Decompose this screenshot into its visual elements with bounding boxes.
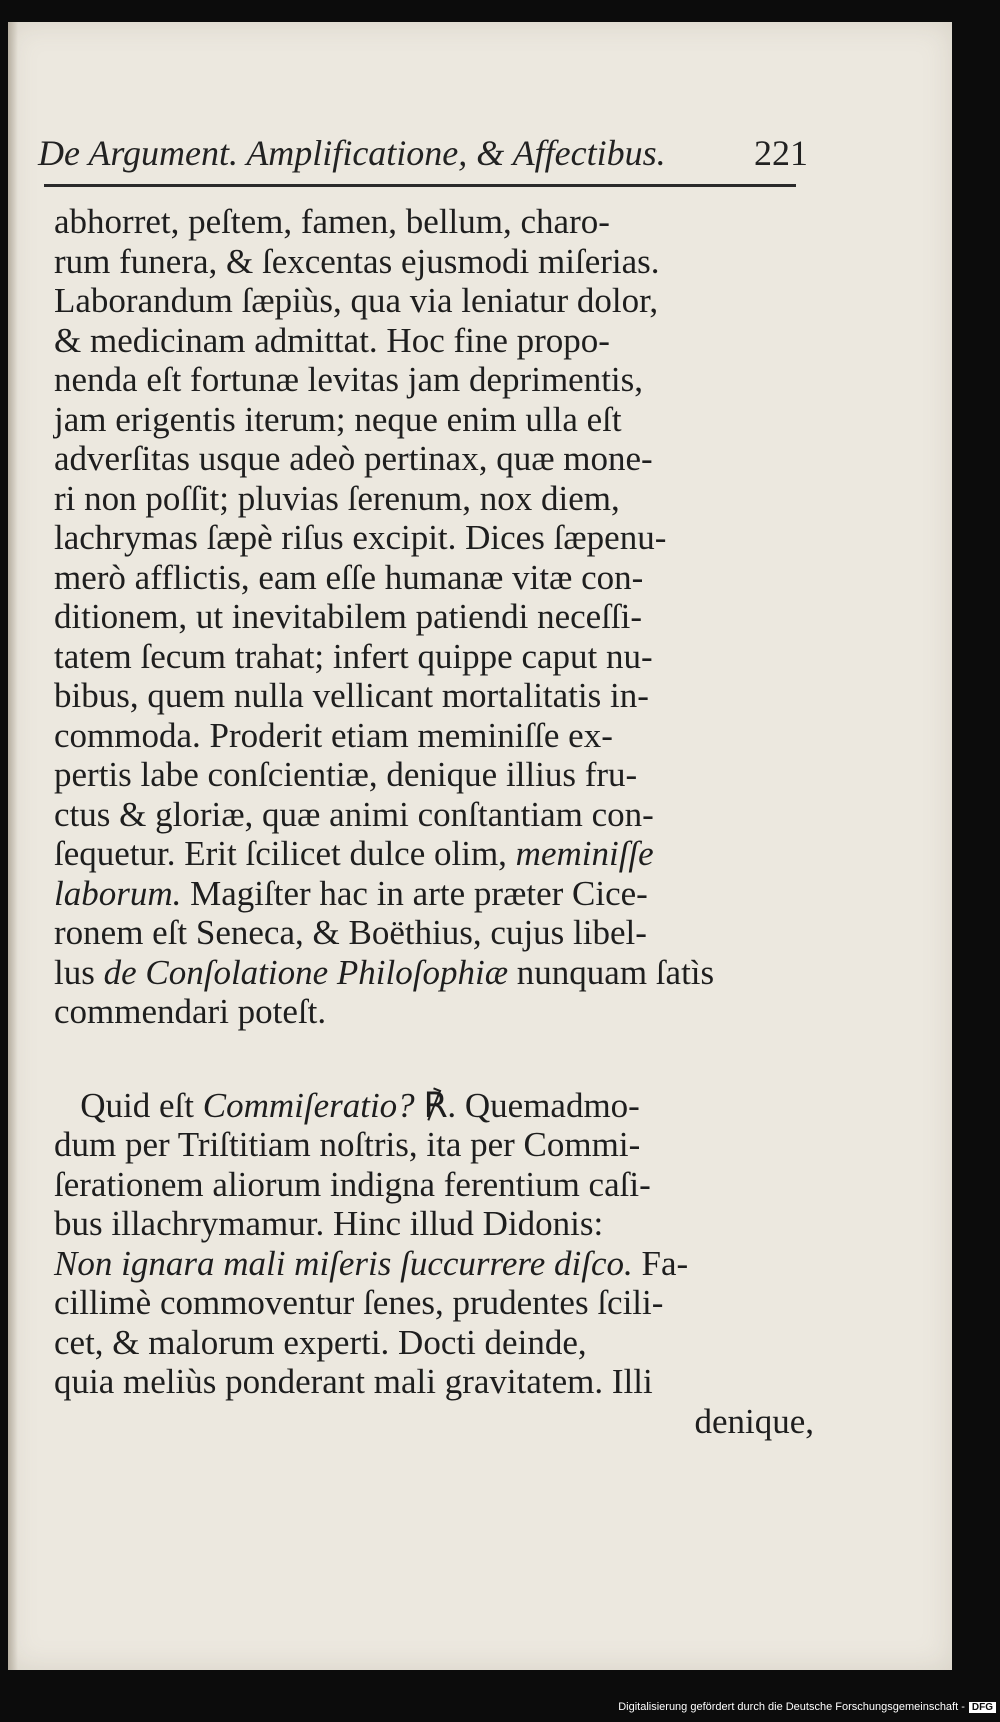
text-span: Magiſter hac in arte præter Cice- (190, 873, 648, 913)
text-line: Laborandum ſæpiùs, qua via leniatur dolor, (54, 281, 659, 320)
dfg-logo: DFG (969, 1702, 996, 1713)
text-line: ri non poſſit; pluvias ſerenum, nox diem, (54, 478, 620, 518)
text-line: ctus & gloriæ, quæ animi conſtantiam con- (54, 794, 654, 834)
text-line: dum per Triſtitiam noſtris, ita per Commi- (54, 1125, 641, 1164)
text-line: pertis labe conſcientiæ, denique illius fru- (54, 755, 638, 794)
italic-span: Non ignara mali miſeris ſuccurrere diſco. (54, 1243, 633, 1283)
credit-text: Digitalisierung gefördert durch die Deutsche Forschungsgemeinschaft - (618, 1701, 965, 1713)
text-line: quia meliùs ponderant mali gravitatem. Illi (54, 1362, 653, 1401)
text-line: abhorret, peſtem, famen, bellum, charo- (54, 202, 610, 241)
text-line: ſerationem aliorum indigna ferentium caſi- (54, 1164, 651, 1204)
italic-span: laborum. (54, 873, 182, 913)
running-title: De Argument. Amplificatione, & Affectibus. (38, 133, 666, 173)
italic-span: de Conſolatione Philoſophiæ (103, 952, 509, 992)
text-span: ℟. Quemadmo- (423, 1085, 640, 1125)
text-line: jam erigentis iterum; neque enim ulla eſt (54, 399, 622, 439)
text-line (54, 1244, 814, 1284)
text-span: Fa- (641, 1243, 689, 1283)
text-line: bus illachrymamur. Hinc illud Didonis: (54, 1204, 604, 1243)
text-line: & medicinam admittat. Hoc fine propo- (54, 320, 610, 360)
text-line: cet, & malorum experti. Docti deinde, (54, 1322, 587, 1362)
italic-span: Commiſeratio? (202, 1085, 415, 1125)
text-block (54, 202, 814, 1441)
digitization-credit (0, 1701, 996, 1719)
running-head (38, 132, 808, 176)
paragraph-gap (54, 1032, 814, 1086)
text-span: nunquam ſatìs (516, 952, 715, 992)
text-line: lachrymas ſæpè riſus excipit. Dices ſæpenu- (54, 518, 667, 557)
text-line: rum funera, & ſexcentas ejusmodi miſerias. (54, 241, 660, 281)
book-page (8, 22, 952, 1670)
text-line: commendari poteſt. (54, 992, 327, 1031)
text-line: ronem eſt Seneca, & Boëthius, cujus libel- (54, 913, 647, 952)
text-line (54, 834, 814, 874)
text-line: adverſitas usque adeò pertinax, quæ mone- (54, 439, 653, 478)
page-gutter-shadow (8, 22, 18, 1670)
text-line: nenda eſt fortunæ levitas jam deprimentis, (54, 360, 644, 399)
catchword: denique, (694, 1401, 814, 1441)
text-line: commoda. Proderit etiam meminiſſe ex- (54, 715, 613, 755)
italic-span: meminiſſe (515, 834, 654, 873)
text-span: ſequetur. Erit ſcilicet dulce olim, (54, 834, 507, 873)
text-line (54, 1086, 814, 1126)
header-rule (44, 184, 796, 187)
text-line (54, 953, 814, 993)
text-line: merò afflictis, eam eſſe humanæ vitæ con- (54, 557, 644, 597)
text-span: Quid eſt (80, 1085, 194, 1125)
text-line: ditionem, ut inevitabilem patiendi neceſſi- (54, 597, 643, 636)
text-line: tatem ſecum trahat; infert quippe caput nu- (54, 636, 653, 676)
text-line: bibus, quem nulla vellicant mortalitatis in- (54, 676, 649, 715)
text-line: cillimè commoventur ſenes, prudentes ſcili- (54, 1283, 664, 1322)
text-line (54, 874, 814, 914)
page-number: 221 (754, 133, 808, 173)
text-span: lus (54, 952, 95, 992)
